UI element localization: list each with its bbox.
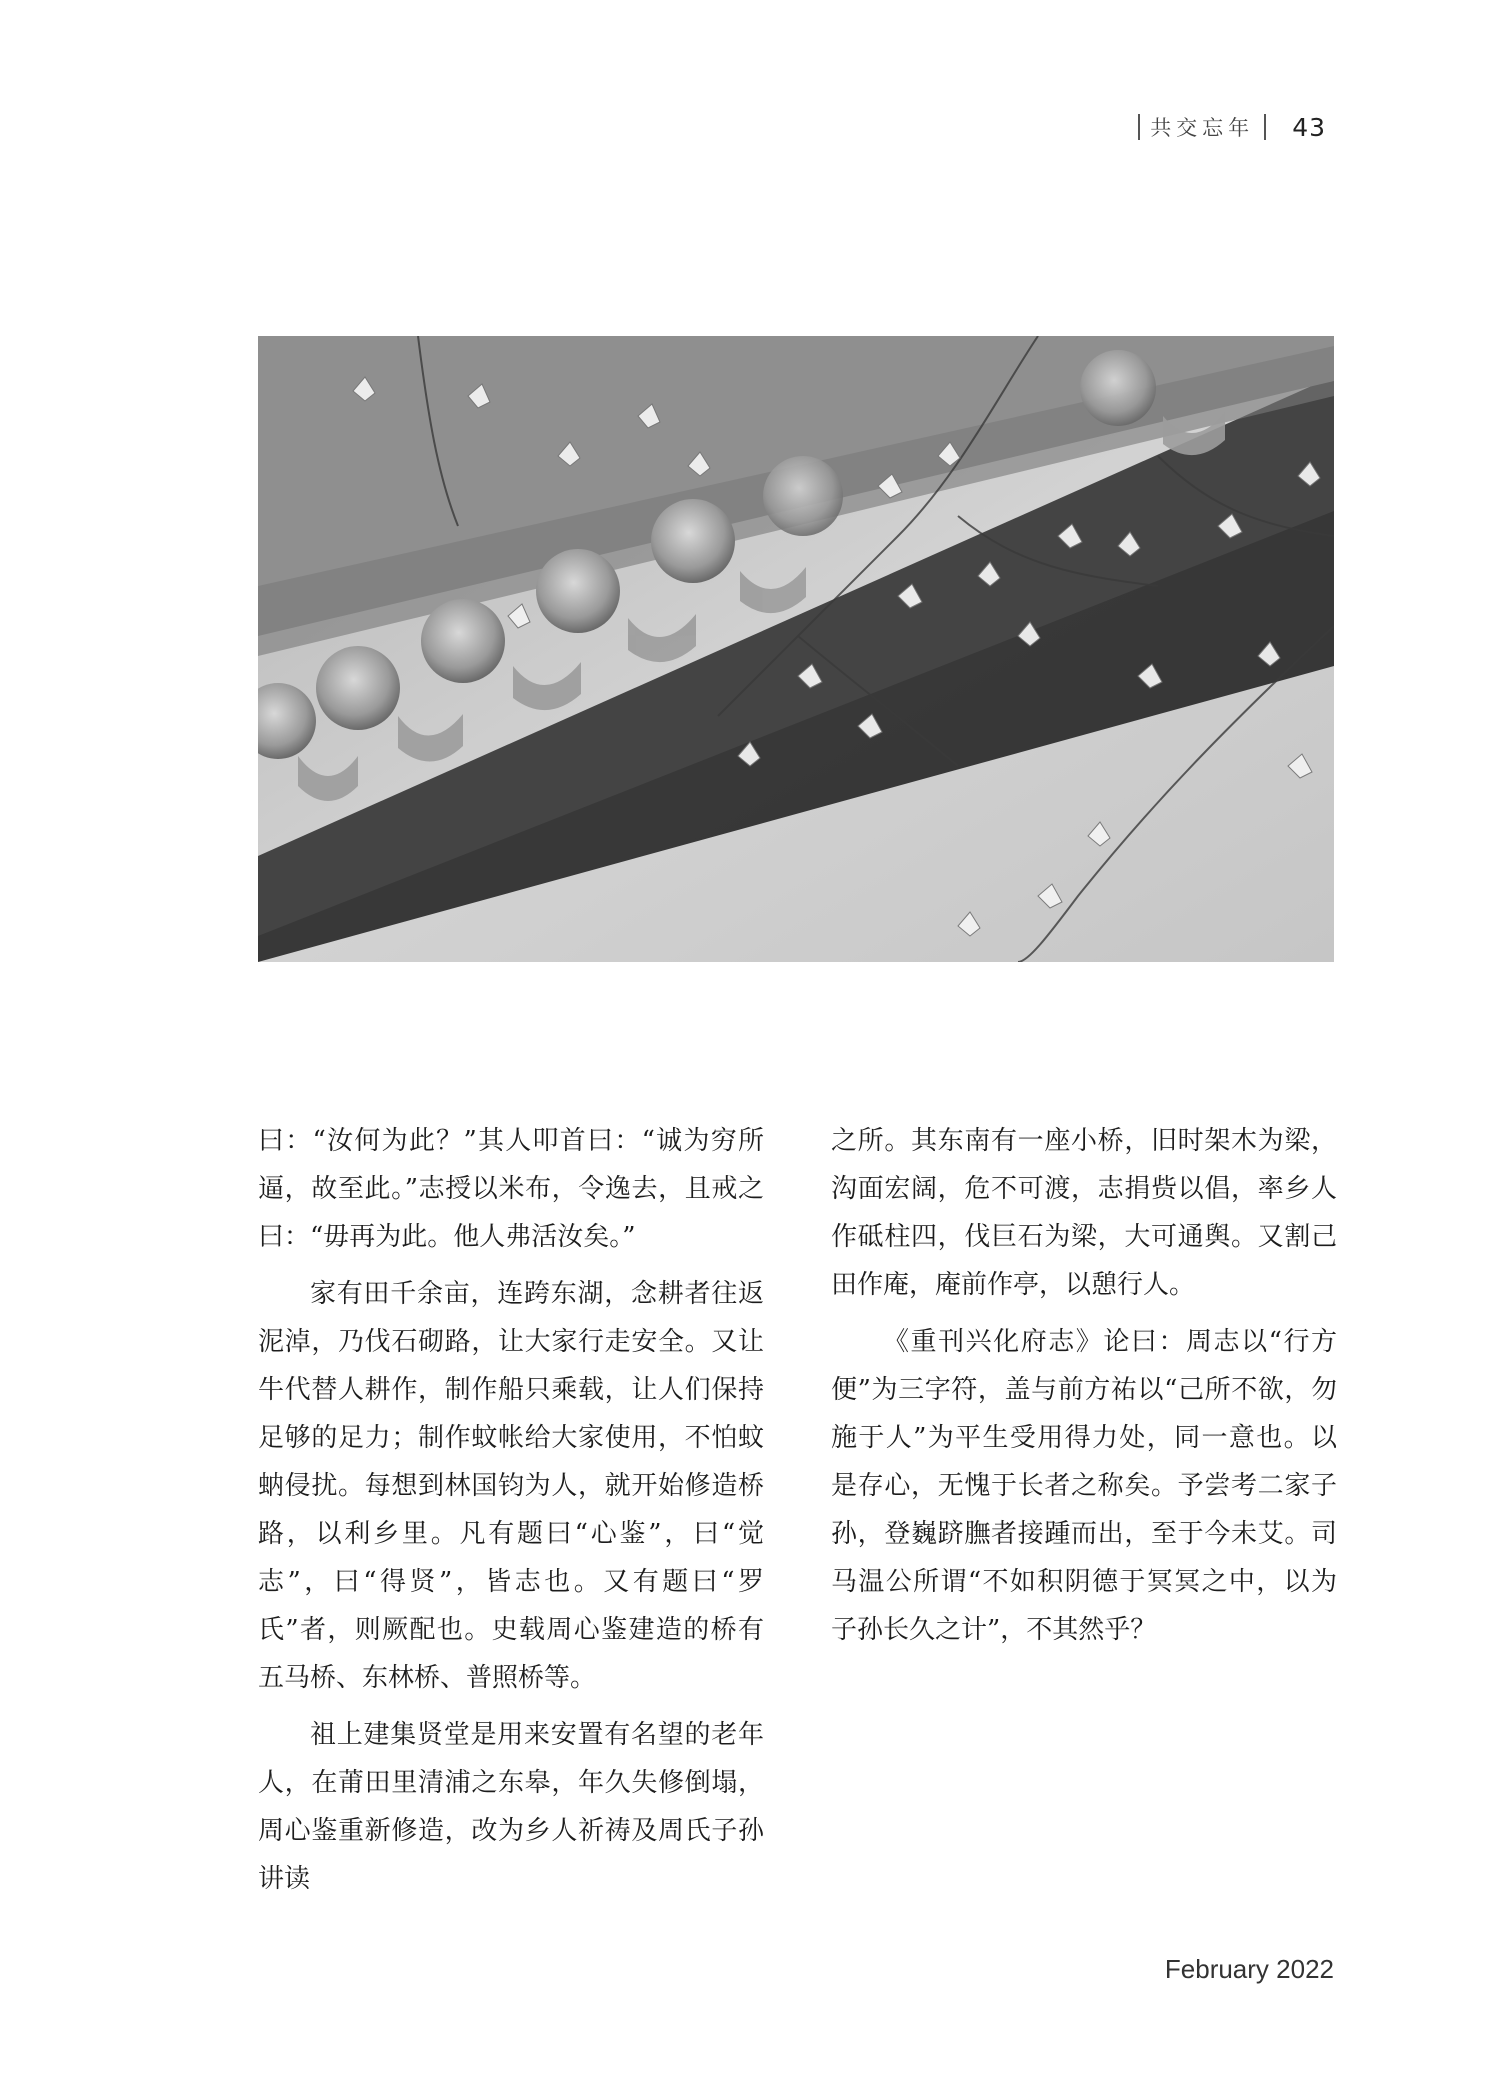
running-header bbox=[1138, 112, 1326, 142]
page-number: 43 bbox=[1292, 112, 1326, 142]
roof-eave-illustration bbox=[258, 336, 1334, 962]
paragraph: 《重刊兴化府志》论曰：周志以“行方便”为三字符，盖与前方祐以“己所不欲，勿施于人”为平生受用得力处，同一意也。以是存心，无愧于长者之称矣。予尝考二家子孙，登巍跻膴者接踵而出，至于今未艾。司马温公所谓“不如积阴德于冥冥之中，以为子孙长久之计”，不其然乎？ bbox=[831, 1327, 1337, 1645]
paragraph: 之所。其东南有一座小桥，旧时架木为梁，沟面宏阔，危不可渡，志捐赀以倡，率乡人作砥柱四，伐巨石为梁，大可通舆。又割己田作庵，庵前作亭，以憩行人。 bbox=[831, 1126, 1337, 1300]
article-column-right bbox=[831, 1117, 1337, 1663]
issue-date: February 2022 bbox=[1164, 1954, 1334, 1984]
article-column-left bbox=[258, 1117, 764, 1912]
header-divider-left bbox=[1138, 114, 1140, 140]
paragraph: 家有田千余亩，连跨东湖，念耕者往返泥淖，乃伐石砌路，让大家行走安全。又让牛代替人耕作，制作船只乘载，让人们保持足够的足力；制作蚊帐给大家使用，不怕蚊蚋侵扰。每想到林国钧为人，就开始修造桥路，以利乡里。凡有题曰“心鉴”，曰“觉志”，曰“得贤”，皆志也。又有题曰“罗氏”者，则厥配也。史载周心鉴建造的桥有五马桥、东林桥、普照桥等。 bbox=[258, 1279, 764, 1693]
header-divider-right bbox=[1264, 114, 1266, 140]
paragraph: 曰：“汝何为此？”其人叩首曰：“诚为穷所逼，故至此。”志授以米布，令逸去，且戒之曰：“毋再为此。他人弗活汝矣。” bbox=[258, 1126, 764, 1252]
section-title: 共交忘年 bbox=[1150, 116, 1255, 140]
roof-eave-photo bbox=[258, 336, 1334, 962]
paragraph: 祖上建集贤堂是用来安置有名望的老年人，在莆田里清浦之东皋，年久失修倒塌，周心鉴重新修造，改为乡人祈祷及周氏子孙讲读 bbox=[258, 1720, 764, 1894]
